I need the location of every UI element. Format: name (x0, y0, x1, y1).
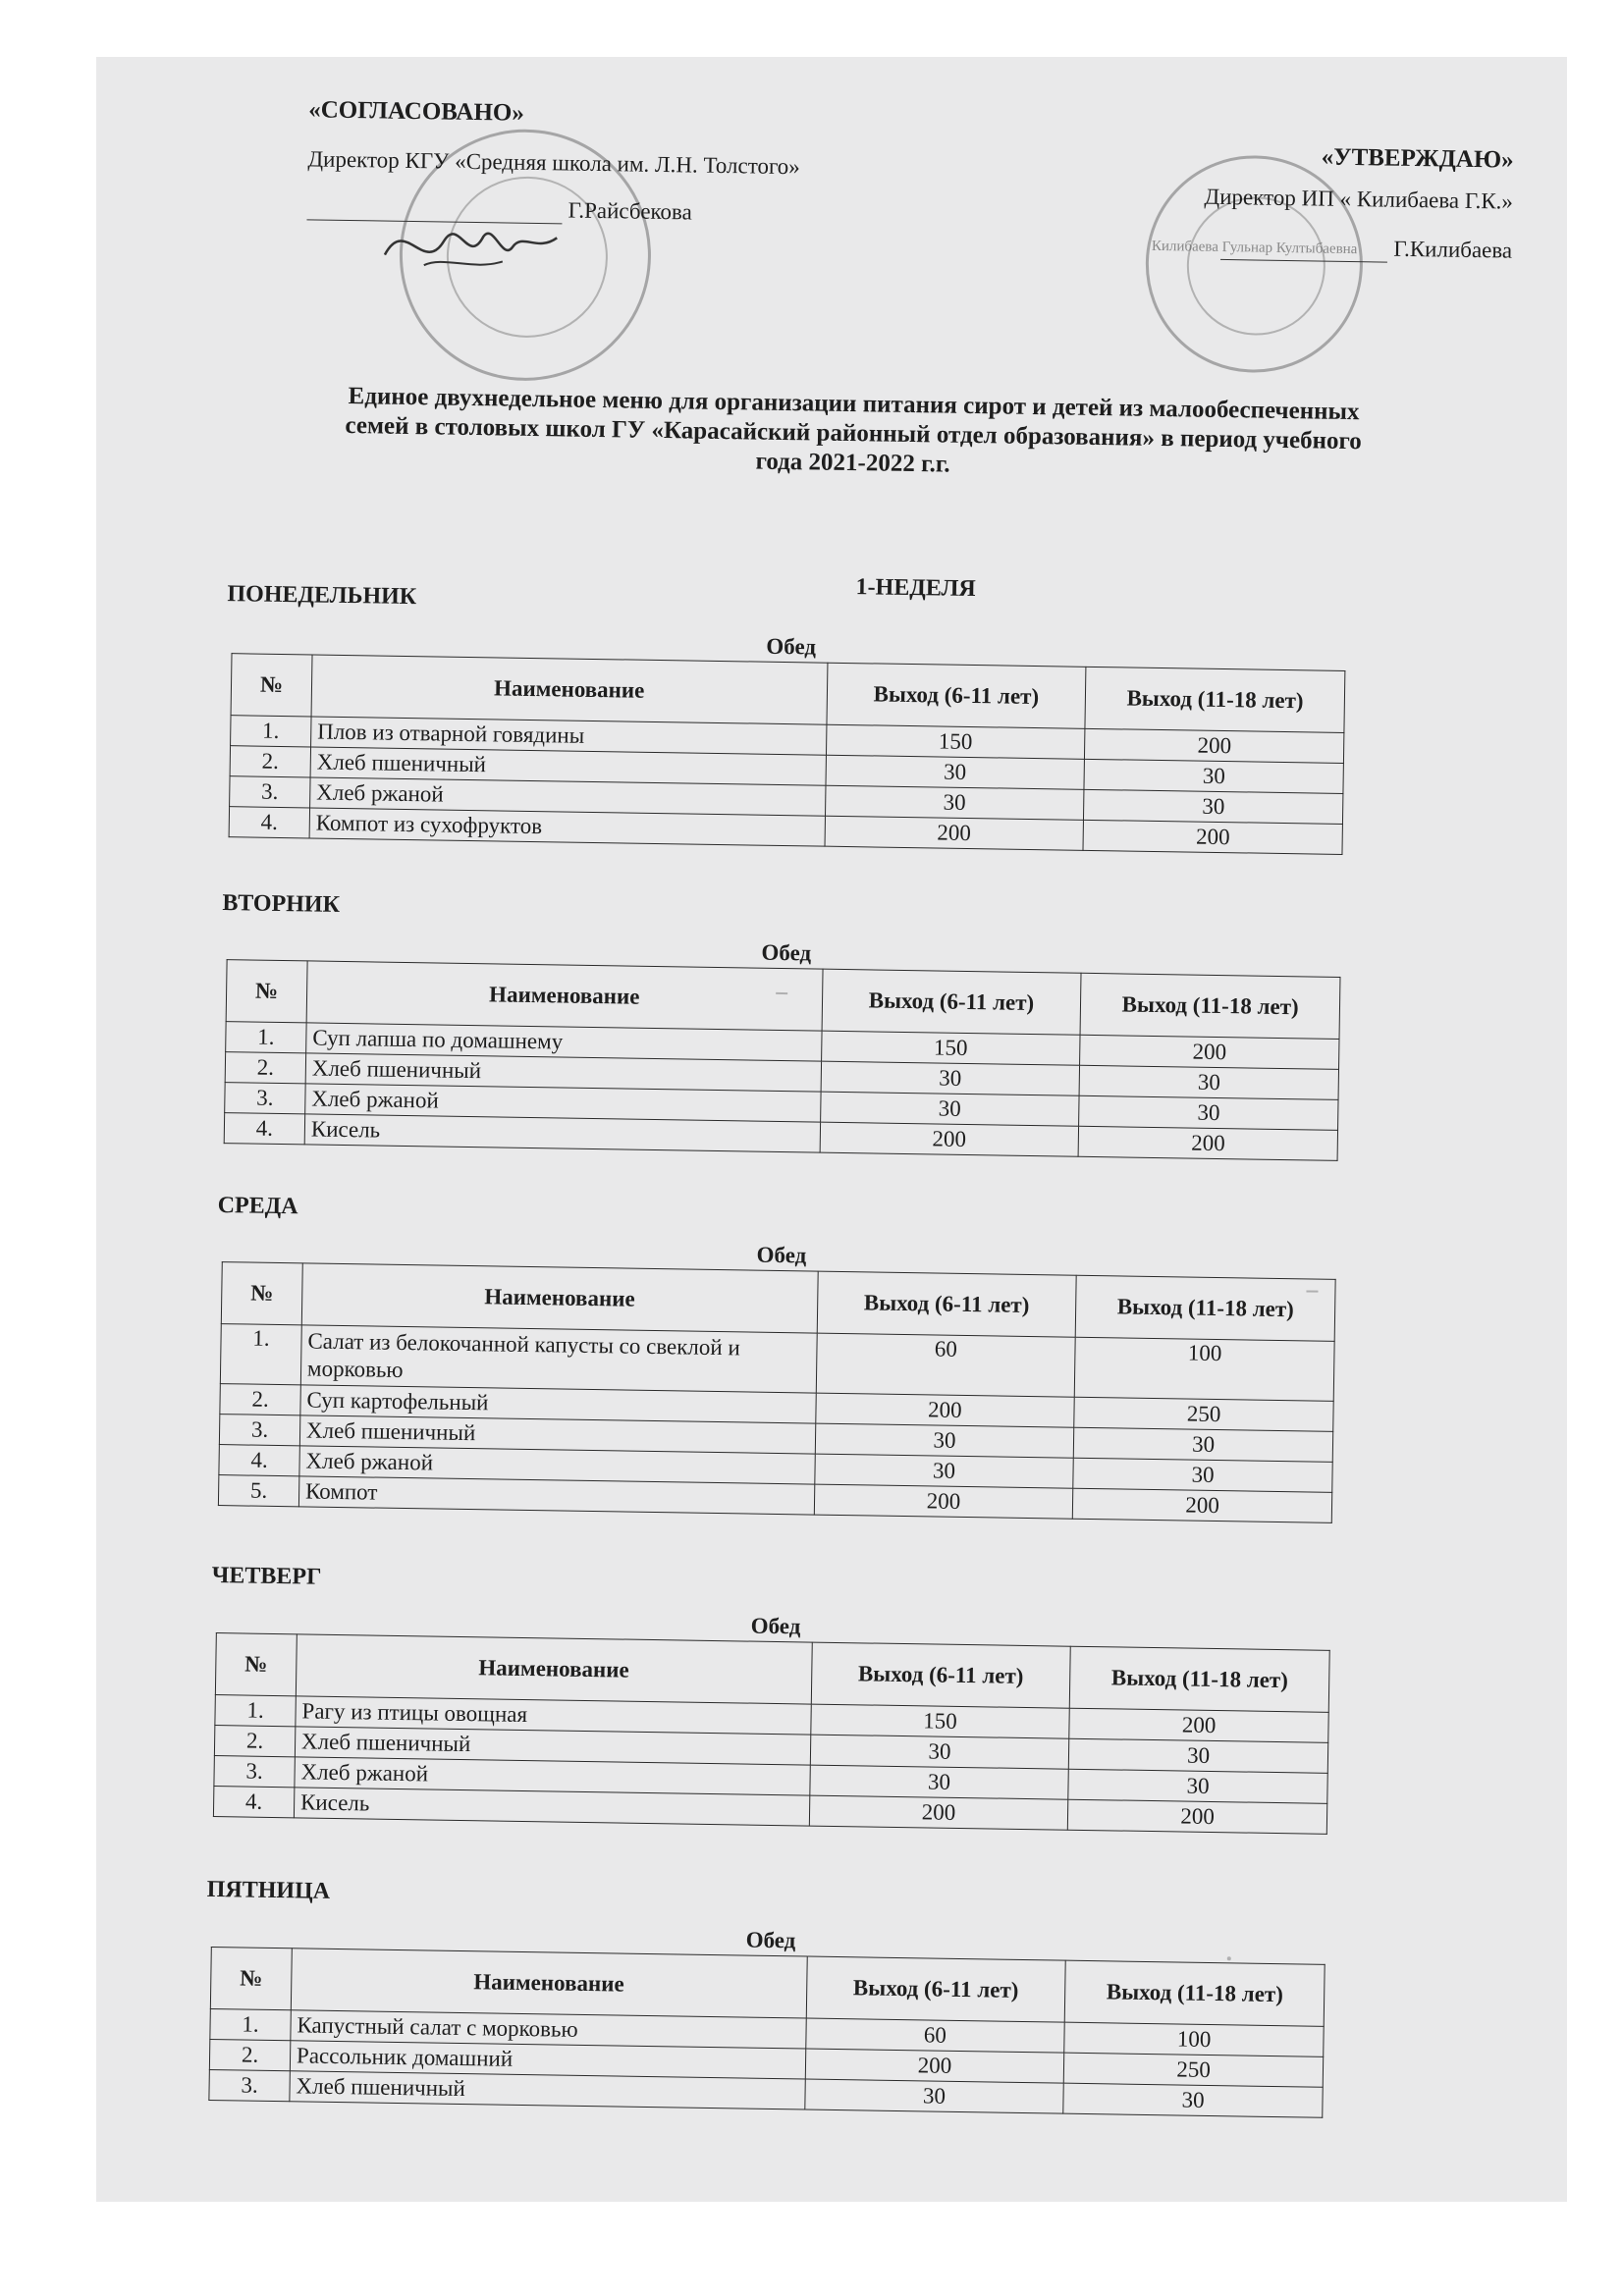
yield-old: 30 (1073, 1458, 1332, 1492)
column-header-name: Наименование (311, 655, 828, 724)
column-header-yield-old: Выход (11-18 лет) (1080, 973, 1340, 1039)
approval-block-right (1060, 139, 1514, 264)
dish-name: Компот из сухофруктов (309, 808, 825, 846)
approval-right-name: Г.Килибаева (1393, 236, 1513, 263)
approval-right-signature-line (1060, 230, 1512, 264)
yield-old: 30 (1069, 1738, 1328, 1773)
menu-table-tuesday (224, 959, 1341, 1161)
row-num: 3. (219, 1415, 299, 1446)
yield-young: 60 (816, 1333, 1076, 1397)
yield-young: 30 (815, 1423, 1074, 1458)
dish-name: Суп лапша по домашнему (306, 1023, 822, 1061)
dish-name: Салат из белокочанной капусты со свеклой и морковью (300, 1325, 817, 1393)
dish-name: Кисель (294, 1788, 809, 1826)
meal-label: Обед (750, 1613, 801, 1639)
yield-old: 200 (1080, 1035, 1339, 1069)
yield-old: 200 (1073, 1488, 1332, 1522)
yield-old: 200 (1083, 820, 1342, 854)
yield-young: 200 (809, 1795, 1068, 1830)
menu-table-monday (229, 653, 1346, 855)
approval-left-position: Директор КГУ «Средняя школа им. Л.Н. Толстого» (307, 146, 800, 180)
dish-name: Плов из отварной говядины (310, 717, 826, 755)
column-header-num: № (226, 960, 307, 1023)
approval-left-heading: «СОГЛАСОВАНО» (308, 96, 525, 127)
handwritten-signature (364, 205, 571, 287)
column-header-num: № (231, 654, 312, 717)
yield-old: 200 (1068, 1799, 1327, 1834)
menu-table-wednesday (218, 1261, 1336, 1523)
yield-young: 30 (814, 1454, 1073, 1488)
meal-label: Обед (756, 1242, 807, 1268)
yield-young: 30 (821, 1061, 1080, 1095)
row-num: 3. (230, 776, 310, 808)
row-num: 3. (209, 2069, 290, 2101)
column-header-yield-young: Выход (6-11 лет) (817, 1271, 1077, 1337)
document-title: Единое двухнедельное меню для организации питания сирот и детей из малообеспеченных семей в столовых школ ГУ «Карасайский районный отдел образования» в период учебного года 2021-2022 г.г. (345, 383, 1362, 478)
yield-old: 200 (1078, 1126, 1337, 1160)
scan-speck (1306, 1290, 1318, 1292)
day-heading-friday: ПЯТНИЦА (206, 1876, 331, 1904)
row-num: 5. (218, 1475, 298, 1507)
day-heading-thursday: ЧЕТВЕРГ (211, 1562, 322, 1590)
dish-name: Компот (298, 1476, 814, 1515)
dish-name: Кисель (304, 1114, 820, 1152)
yield-old: 100 (1064, 2022, 1324, 2056)
column-header-yield-young: Выход (6-11 лет) (811, 1642, 1071, 1708)
row-num: 3. (214, 1756, 295, 1788)
row-num: 2. (230, 746, 310, 777)
yield-old: 30 (1084, 789, 1343, 824)
day-heading-wednesday: СРЕДА (217, 1193, 298, 1220)
yield-young: 150 (810, 1704, 1069, 1738)
yield-young: 30 (804, 2079, 1063, 2113)
row-num: 4. (229, 807, 309, 838)
signature-line (1220, 238, 1387, 263)
column-header-yield-old: Выход (11-18 лет) (1075, 1275, 1335, 1341)
scan-speck (776, 992, 787, 994)
meal-label: Обед (745, 1927, 796, 1953)
row-num: 2. (214, 1726, 295, 1757)
column-header-name: Наименование (291, 1949, 807, 2018)
dish-name: Хлеб ржаной (299, 1446, 815, 1484)
dish-name: Рагу из птицы овощная (296, 1696, 811, 1735)
day-heading-tuesday: ВТОРНИК (222, 890, 341, 918)
yield-old: 250 (1074, 1397, 1333, 1431)
yield-young: 150 (826, 724, 1085, 759)
yield-old: 200 (1085, 728, 1344, 763)
row-num: 2. (225, 1052, 305, 1084)
column-header-name: Наименование (301, 1263, 818, 1333)
dish-name: Хлеб пшеничный (305, 1053, 821, 1092)
row-num: 4. (219, 1445, 299, 1476)
menu-table-friday (208, 1947, 1325, 2118)
row-num: 3. (225, 1083, 305, 1114)
meal-label: Обед (766, 633, 817, 660)
scanned-page (96, 57, 1567, 2202)
approval-left-name: Г.Райсбекова (568, 197, 692, 225)
column-header-yield-old: Выход (11-18 лет) (1085, 667, 1345, 732)
column-header-yield-old: Выход (11-18 лет) (1064, 1960, 1325, 2026)
column-header-num: № (210, 1948, 292, 2010)
row-num: 1. (215, 1695, 296, 1727)
dish-name: Хлеб ржаной (305, 1084, 821, 1122)
column-header-yield-young: Выход (6-11 лет) (822, 969, 1082, 1035)
yield-young: 200 (820, 1122, 1079, 1156)
week-label: 1-НЕДЕЛЯ (855, 574, 976, 603)
yield-young: 200 (815, 1393, 1074, 1427)
yield-old: 100 (1075, 1337, 1335, 1401)
dish-name: Рассольник домашний (290, 2041, 805, 2079)
menu-table-thursday (213, 1632, 1330, 1835)
yield-old: 250 (1064, 2053, 1324, 2087)
yield-old: 30 (1079, 1095, 1338, 1130)
column-header-num: № (215, 1633, 297, 1696)
column-header-yield-young: Выход (6-11 лет) (806, 1956, 1066, 2022)
day-heading-monday: ПОНЕДЕЛЬНИК (227, 581, 417, 611)
column-header-num: № (221, 1262, 302, 1325)
column-header-name: Наименование (296, 1634, 812, 1704)
yield-old: 30 (1063, 2083, 1323, 2117)
yield-old: 30 (1084, 759, 1343, 793)
dish-name: Хлеб ржаной (309, 777, 825, 816)
scan-speck (1227, 1956, 1231, 1960)
yield-young: 60 (805, 2018, 1064, 2053)
column-header-name: Наименование (306, 961, 823, 1031)
column-header-yield-old: Выход (11-18 лет) (1070, 1646, 1330, 1712)
yield-young: 150 (821, 1031, 1080, 1065)
yield-young: 200 (814, 1484, 1073, 1519)
stamp-text: Килибаева Гульнар Култыбаевна (1151, 238, 1358, 257)
approval-right-heading: «УТВЕРЖДАЮ» (1321, 143, 1514, 174)
row-num: 1. (226, 1022, 306, 1053)
yield-old: 30 (1068, 1769, 1327, 1803)
document-sheet (96, 57, 1567, 2202)
yield-young: 30 (826, 755, 1085, 789)
yield-old: 30 (1079, 1065, 1338, 1099)
yield-young: 30 (825, 785, 1084, 820)
row-num: 2. (209, 2039, 290, 2070)
row-num: 4. (224, 1113, 304, 1145)
dish-name: Хлеб пшеничный (295, 1727, 810, 1765)
yield-young: 30 (810, 1735, 1069, 1769)
dish-name: Хлеб пшеничный (299, 1415, 815, 1454)
row-num: 1. (220, 1324, 301, 1385)
yield-old: 200 (1069, 1708, 1328, 1742)
approval-right-position: Директор ИП « Килибаева Г.К.» (1204, 184, 1514, 214)
row-num: 2. (220, 1384, 300, 1415)
yield-old: 30 (1074, 1427, 1333, 1462)
dish-name: Капустный салат с морковью (291, 2010, 806, 2049)
yield-young: 200 (825, 816, 1084, 850)
meal-label: Обед (761, 939, 812, 966)
dish-name: Хлеб ржаной (295, 1757, 810, 1795)
yield-young: 30 (820, 1092, 1079, 1126)
row-num: 1. (210, 2008, 291, 2040)
column-header-yield-young: Выход (6-11 лет) (827, 663, 1087, 728)
row-num: 1. (231, 716, 311, 747)
dish-name: Хлеб пшеничный (290, 2071, 805, 2109)
yield-young: 200 (805, 2049, 1064, 2083)
dish-name: Хлеб пшеничный (310, 747, 826, 785)
row-num: 4. (213, 1787, 294, 1818)
yield-young: 30 (809, 1765, 1068, 1799)
dish-name: Суп картофельный (300, 1385, 816, 1423)
